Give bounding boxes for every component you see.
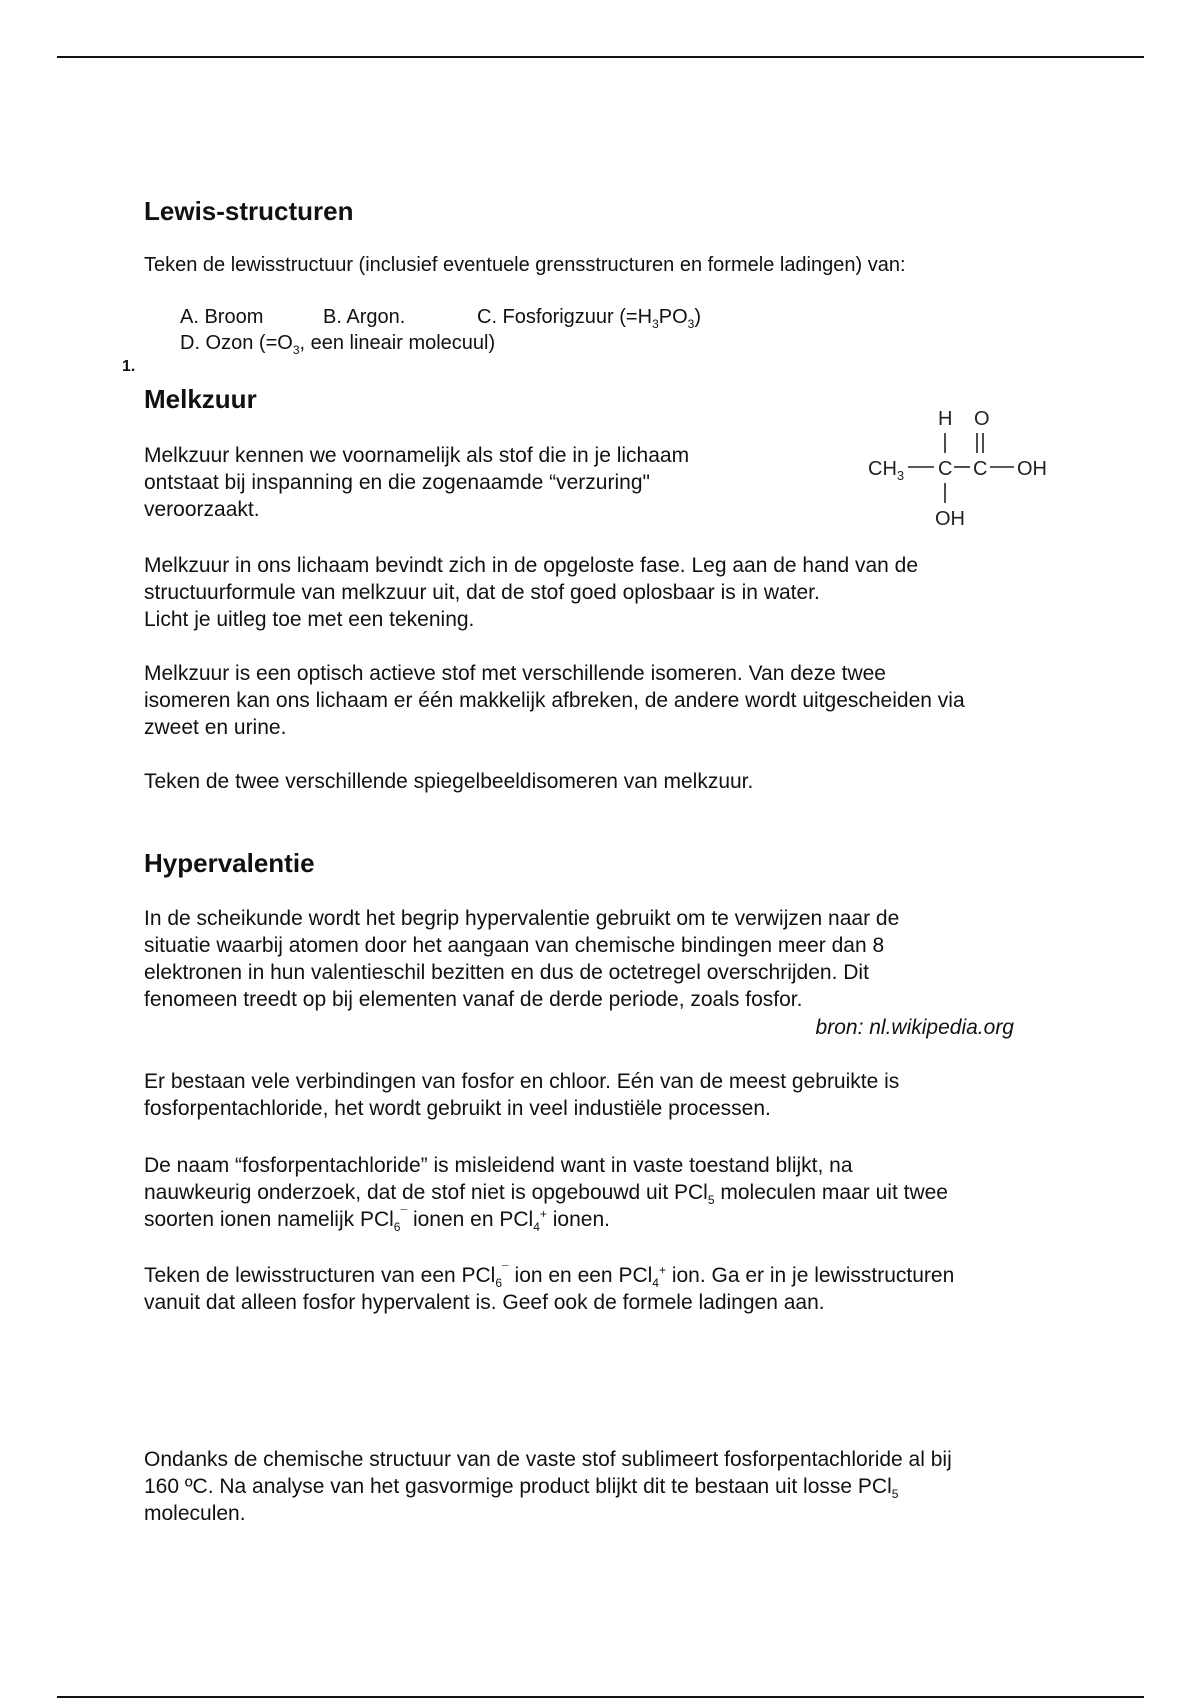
molecule-oh-right-label: OH <box>1017 458 1047 480</box>
hypervalentie-paragraph-4: Teken de lewisstructuren van een PCl$_6$¯ ion en een PCl$_4$+ ion. Ga er in je lewisstructuren vanuit dat alleen fosfor hypervalent is. Geef ook de formele ladingen aan. <box>144 1263 955 1314</box>
section-title-hypervalentie: Hypervalentie <box>144 848 315 878</box>
melkzuur-paragraph-1: Melkzuur kennen we voornamelijk als stof die in je lichaam ontstaat bij inspanning en die zogenaamde “verzuring" veroorzaakt. <box>144 444 690 521</box>
hypervalentie-paragraph-2: Er bestaan vele verbindingen van fosfor en chloor. Eén van de meest gebruikte is fosforpentachloride, het wordt gebruikt in veel industiële processen. <box>144 1070 900 1120</box>
melkzuur-paragraph-2: Melkzuur in ons lichaam bevindt zich in de opgeloste fase. Leg aan de hand van de structuurformule van melkzuur uit, dat de stof goed oplosbaar is in water. Licht je uitleg toe met een tekening. <box>144 554 919 631</box>
bottom-rule <box>57 1696 1144 1698</box>
option-a: A. Broom <box>180 306 264 328</box>
section-title-lewis: Lewis-structuren <box>144 196 354 226</box>
option-c: C. Fosforigzuur $(=H_3PO_3)$ <box>477 306 702 331</box>
molecule-o-label: O <box>974 408 990 430</box>
hypervalentie-paragraph-1: In de scheikunde wordt het begrip hypervalentie gebruikt om te verwijzen naar de situatie waarbij atomen door het aangaan van chemische bindingen meer dan 8 elektronen in hun valentieschil bezitten en dus de octetregel overschrijden. Dit fenomeen treedt op bij elementen vanaf de derde periode, zoals fosfor. <box>144 907 900 1011</box>
option-d: D. Ozon ($=O_3$, een lineair molecuul) <box>180 332 496 357</box>
melkzuur-paragraph-3: Melkzuur is een optisch actieve stof met verschillende isomeren. Van deze twee isomeren kan ons lichaam er één makkelijk afbreken, de andere wordt uitgescheiden via zweet en urine. <box>144 662 965 739</box>
molecule-oh-bottom-label: OH <box>935 508 965 530</box>
lactic-acid-structure <box>860 405 1080 535</box>
molecule-c1-label: C <box>938 458 953 480</box>
question-number: 1. <box>122 358 136 375</box>
lewis-intro: Teken de lewisstructuur (inclusief eventuele grensstructuren en formele ladingen) van: <box>144 254 906 276</box>
hypervalentie-paragraph-5: Ondanks de chemische structuur van de vaste stof sublimeert fosforpentachloride al bij 160 ºC. Na analyse van het gasvormige product blijkt dit te bestaan uit losse PCl$_5$ moleculen. <box>144 1448 952 1525</box>
molecule-ch3-label: $CH_3$ <box>868 458 905 483</box>
hypervalentie-paragraph-3: De naam “fosforpentachloride” is misleidend want in vaste toestand blijkt, na nauwkeurig onderzoek, dat de stof niet is opgebouwd uit PCl$_5$ moleculen maar uit twee soorten ionen namelijk PCl$_6$¯ ionen en PCl$_4$+ ionen. <box>144 1154 948 1235</box>
top-rule <box>57 56 1144 58</box>
section-title-melkzuur: Melkzuur <box>144 384 257 414</box>
source-citation: bron: nl.wikipedia.org <box>815 1016 1014 1039</box>
molecule-c2-label: C <box>973 458 988 480</box>
option-b: B. Argon. <box>323 306 406 328</box>
melkzuur-paragraph-4: Teken de twee verschillende spiegelbeeldisomeren van melkzuur. <box>144 770 754 793</box>
molecule-h-label: H <box>938 408 953 430</box>
